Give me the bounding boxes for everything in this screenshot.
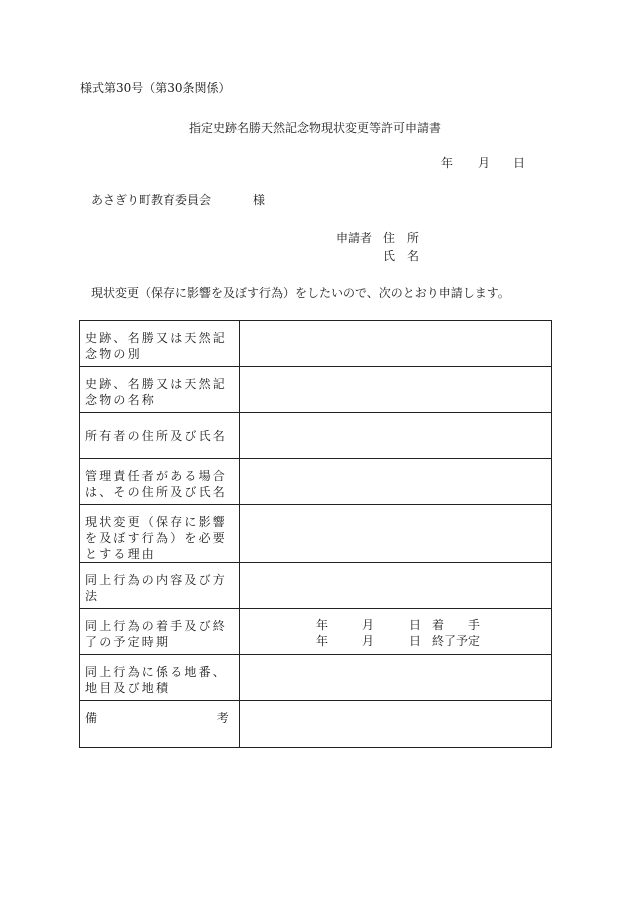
intro-text: 現状変更（保存に影響を及ぼす行為）をしたいので、次のとおり申請します。 bbox=[91, 286, 510, 300]
field-monument-type[interactable] bbox=[240, 321, 552, 367]
row-label-remarks bbox=[80, 701, 240, 748]
row-label-monument-type: 史跡、名勝又は天然記念物の別 bbox=[80, 321, 240, 367]
table-row bbox=[80, 563, 552, 609]
field-monument-name[interactable] bbox=[240, 367, 552, 413]
applicant-name-label: 氏 名 bbox=[383, 249, 420, 263]
application-table bbox=[79, 320, 552, 748]
addressee-name: あさぎり町教育委員会 bbox=[91, 193, 212, 207]
field-method[interactable] bbox=[240, 563, 552, 609]
field-land[interactable] bbox=[240, 655, 552, 701]
form-number: 様式第30号（第30条関係） bbox=[80, 81, 231, 95]
table-row bbox=[80, 701, 552, 748]
start-day-label: 日 bbox=[409, 618, 422, 632]
table-row bbox=[80, 655, 552, 701]
field-manager[interactable] bbox=[240, 459, 552, 505]
end-day-label: 日 bbox=[409, 634, 422, 648]
start-month-label: 月 bbox=[362, 618, 375, 632]
field-owner[interactable] bbox=[240, 413, 552, 459]
date-day-label: 日 bbox=[513, 156, 526, 170]
row-label-land: 同上行為に係る地番、地目及び地積 bbox=[80, 655, 240, 701]
date-month-label: 月 bbox=[478, 156, 491, 170]
end-year-label: 年 bbox=[316, 634, 329, 648]
row-label-owner: 所有者の住所及び氏名 bbox=[80, 413, 240, 459]
table-row bbox=[80, 609, 552, 655]
table-row bbox=[80, 321, 552, 367]
row-label-method: 同上行為の内容及び方法 bbox=[80, 563, 240, 609]
start-label: 着 手 bbox=[432, 618, 481, 632]
row-label-monument-name: 史跡、名勝又は天然記念物の名称 bbox=[80, 367, 240, 413]
applicant-label: 申請者 bbox=[336, 231, 373, 245]
row-label-reason: 現状変更（保存に影響を及ぼす行為）を必要とする理由 bbox=[80, 505, 240, 563]
end-month-label: 月 bbox=[362, 634, 375, 648]
table-row bbox=[80, 413, 552, 459]
table-row bbox=[80, 459, 552, 505]
table-row bbox=[80, 367, 552, 413]
field-reason[interactable] bbox=[240, 505, 552, 563]
addressee-honorific: 様 bbox=[253, 193, 266, 207]
end-label: 終了予定 bbox=[432, 634, 481, 648]
document-title: 指定史跡名勝天然記念物現状変更等許可申請書 bbox=[188, 121, 441, 135]
row-label-schedule: 同上行為の着手及び終了の予定時期 bbox=[80, 609, 240, 655]
date-year-label: 年 bbox=[441, 156, 454, 170]
start-year-label: 年 bbox=[316, 618, 329, 632]
remarks-label-left: 備 bbox=[85, 711, 100, 725]
applicant-address-label: 住 所 bbox=[383, 231, 420, 245]
row-label-manager: 管理責任者がある場合は、その住所及び氏名 bbox=[80, 459, 240, 505]
remarks-label-right: 考 bbox=[216, 711, 231, 725]
field-schedule[interactable] bbox=[240, 609, 552, 655]
field-remarks[interactable] bbox=[240, 701, 552, 748]
table-row bbox=[80, 505, 552, 563]
